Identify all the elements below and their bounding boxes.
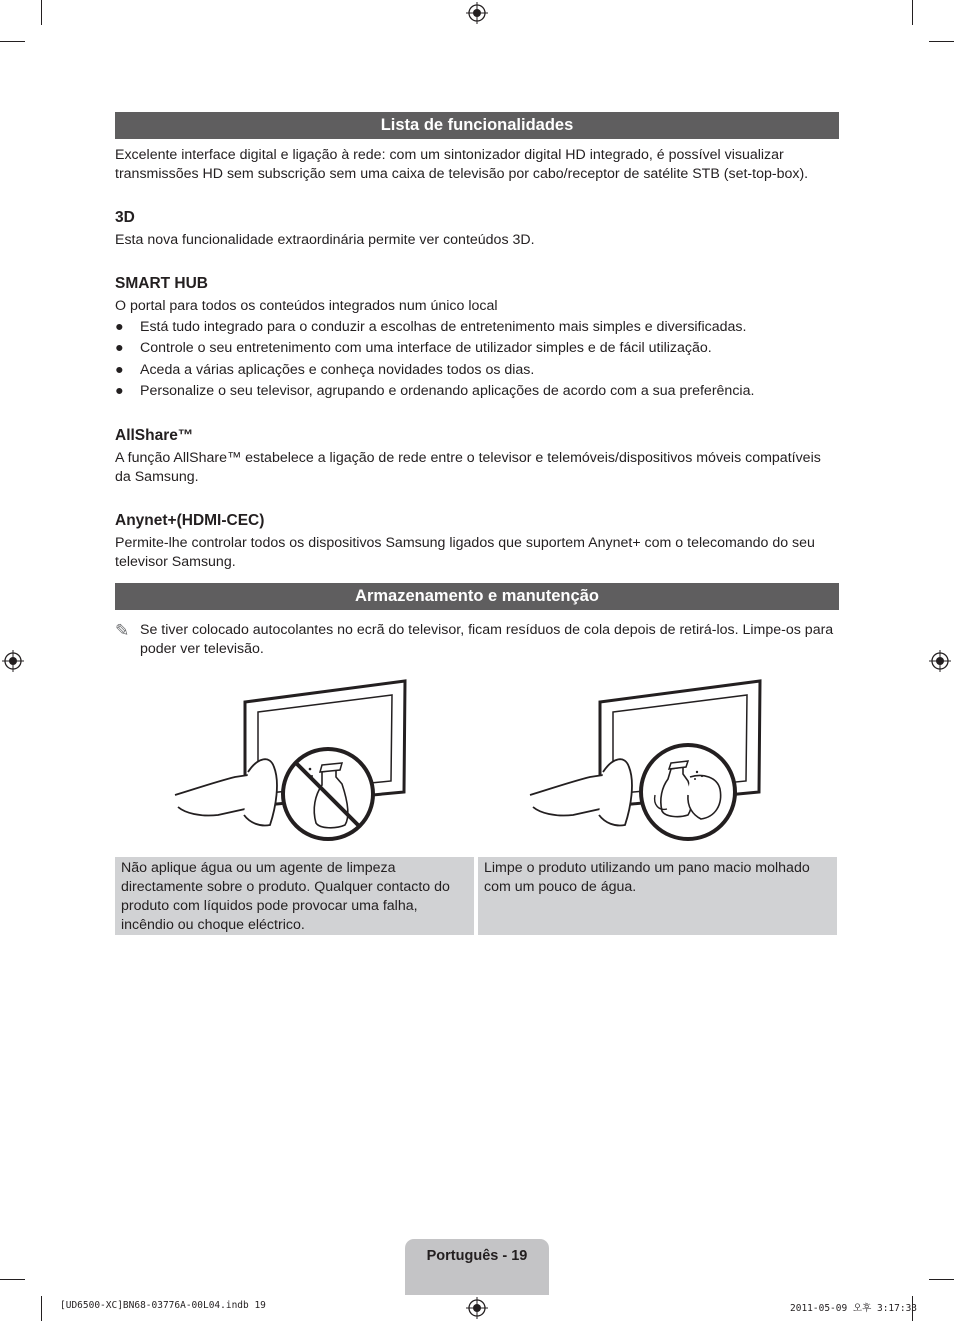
spray-on-cloth-illustration [525, 677, 765, 847]
crop-mark [912, 0, 913, 25]
no-spray-illustration [170, 677, 410, 847]
bullet-icon: ● [115, 319, 124, 335]
page-number: Português - 19 [405, 1239, 549, 1295]
list-item: ● Aceda a várias aplicações e conheça novidades todos os dias. [115, 361, 535, 378]
text-anynet: Permite-lhe controlar todos os dispositivos Samsung ligados que suportem Anynet+ com o telecomando do seu televisor Samsung. [115, 535, 815, 570]
bullet-icon: ● [115, 361, 124, 378]
note-text: Se tiver colocado autocolantes no ecrã do televisor, ficam resíduos de cola depois de retirá-los. Limpe-os para poder ver televisão. [140, 622, 834, 657]
registration-mark-icon [466, 1297, 488, 1319]
crop-mark [41, 0, 42, 25]
list-item: ● Controle o seu entretenimento com uma interface de utilizador simples e de fácil utilização. [115, 340, 712, 357]
heading-allshare: AllShare™ [115, 427, 194, 444]
bullet-icon: ● [115, 383, 124, 400]
section-title-storage: Armazenamento e manutenção [115, 583, 839, 610]
pencil-icon: ✎ [115, 621, 130, 640]
crop-mark [929, 41, 954, 42]
registration-mark-icon [466, 2, 488, 24]
slug-date: 2011-05-09 오후 3:17:33 [790, 1303, 918, 1314]
list-item: ● Personalize o seu televisor, agrupando e ordenando aplicações de acordo com a sua preferência. [115, 383, 755, 400]
slug-file-info: [UD6500-XC]BN68-03776A-00L04.indb 19 [60, 1300, 266, 1311]
heading-anynet: Anynet+(HDMI-CEC) [115, 512, 265, 529]
bullet-icon: ● [115, 340, 124, 357]
list-item: ● Está tudo integrado para o conduzir a escolhas de entretenimento mais simples e diversificadas. [115, 319, 747, 335]
heading-3d: 3D [115, 209, 135, 226]
crop-mark [929, 1279, 954, 1280]
features-intro: Excelente interface digital e ligação à rede: com um sintonizador digital HD integrado, é possível visualizar transmissões HD sem subscrição sem uma caixa de televisão por cabo/receptor de satélite STB (set-top-box). [115, 147, 809, 182]
text-smart-hub: O portal para todos os conteúdos integrados num único local [115, 298, 498, 314]
heading-smart-hub: SMART HUB [115, 275, 208, 292]
caption-warning: Não aplique água ou um agente de limpeza directamente sobre o produto. Qualquer contacto do produto com líquidos pode provocar uma falha, incêndio ou choque eléctrico. [115, 857, 474, 935]
text-3d: Esta nova funcionalidade extraordinária permite ver conteúdos 3D. [115, 232, 535, 248]
registration-mark-icon [2, 650, 24, 672]
caption-instruction: Limpe o produto utilizando um pano macio molhado com um pouco de água. [478, 857, 837, 935]
registration-mark-icon [929, 650, 951, 672]
crop-mark [0, 41, 25, 42]
smart-hub-bullet-list [115, 318, 840, 404]
crop-mark [41, 1296, 42, 1321]
text-allshare: A função AllShare™ estabelece a ligação de rede entre o televisor e telemóveis/dispositivos móveis compatíveis da Samsung. [115, 450, 821, 485]
crop-mark [0, 1279, 25, 1280]
note [115, 621, 840, 659]
section-title-features: Lista de funcionalidades [115, 112, 839, 139]
